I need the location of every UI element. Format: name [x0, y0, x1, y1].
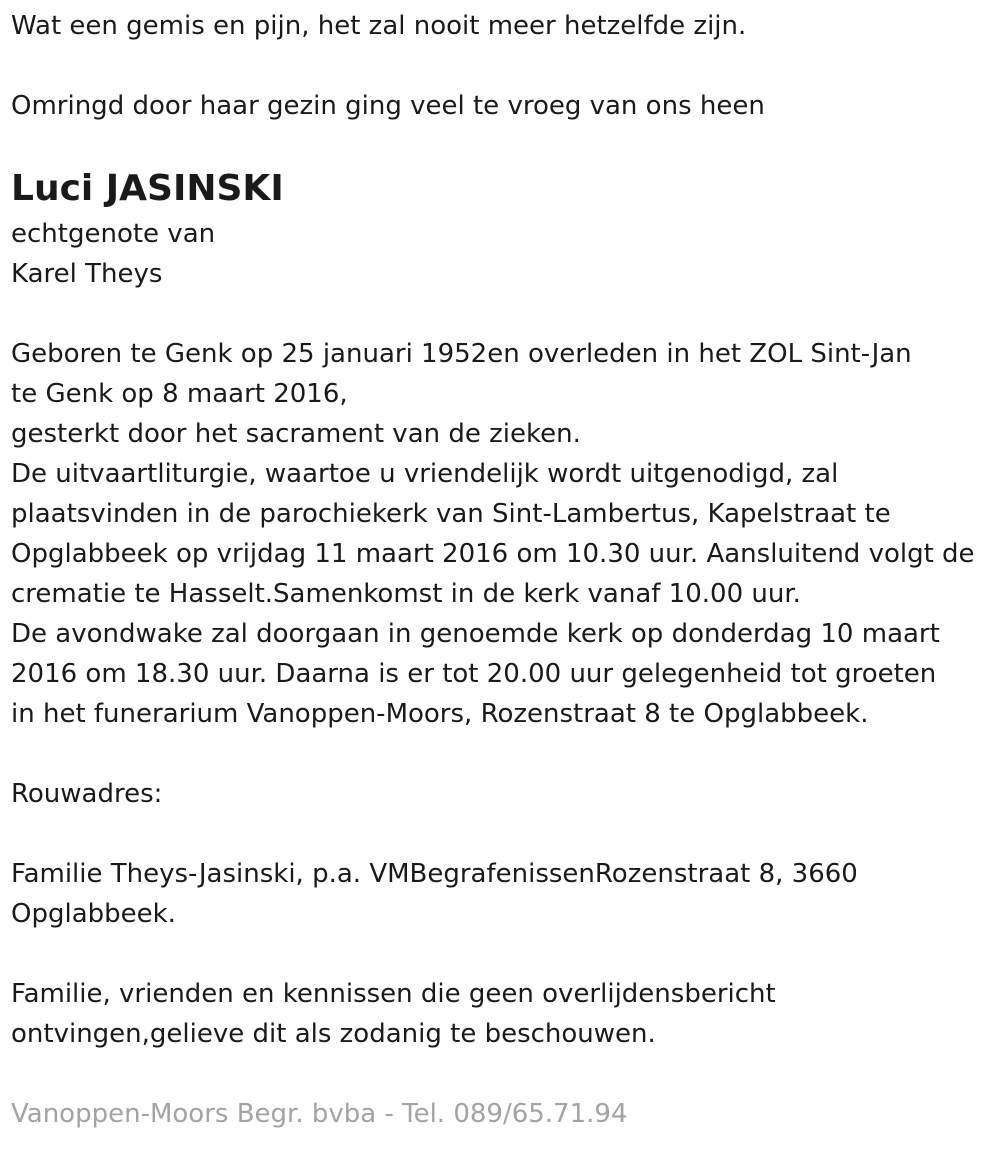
deceased-block [11, 164, 991, 294]
spacer [11, 46, 991, 86]
details-line: crematie te Hasselt.Samenkomst in de kerk vanaf 10.00 uur. [11, 579, 801, 609]
details-line: Opglabbeek op vrijdag 11 maart 2016 om 10.30 uur. Aansluitend volgt de [11, 539, 975, 569]
intro-line-2: Omringd door haar gezin ging veel te vroeg van ons heen [11, 91, 765, 121]
spacer [11, 1054, 991, 1094]
spacer [11, 934, 991, 974]
funeral-home-footer: Vanoppen-Moors Begr. bvba - Tel. 089/65.71.94 [11, 1099, 628, 1129]
details-line: Geboren te Genk op 25 januari 1952en overleden in het ZOL Sint-Jan [11, 339, 912, 369]
details-line: plaatsvinden in de parochiekerk van Sint-Lambertus, Kapelstraat te [11, 499, 891, 529]
details-line: De avondwake zal doorgaan in genoemde kerk op donderdag 10 maart [11, 619, 940, 649]
spacer [11, 814, 991, 854]
details-paragraph [11, 334, 991, 734]
address-line: Opglabbeek. [11, 899, 176, 929]
details-line: 2016 om 18.30 uur. Daarna is er tot 20.00 uur gelegenheid tot groeten [11, 659, 937, 689]
address-line: Familie Theys-Jasinski, p.a. VMBegrafenissenRozenstraat 8, 3660 [11, 859, 858, 889]
notice-block [11, 974, 991, 1054]
notice-line: ontvingen,gelieve dit als zodanig te beschouwen. [11, 1019, 656, 1049]
details-line: De uitvaartliturgie, waartoe u vriendelijk wordt uitgenodigd, zal [11, 459, 839, 489]
address-label: Rouwadres: [11, 779, 163, 809]
details-line: te Genk op 8 maart 2016, [11, 379, 348, 409]
details-line: in het funerarium Vanoppen-Moors, Rozenstraat 8 te Opglabbeek. [11, 699, 869, 729]
relation-text: echtgenote van [11, 219, 216, 249]
spacer [11, 126, 991, 166]
details-line: gesterkt door het sacrament van de zieken. [11, 419, 581, 449]
deceased-name: Luci JASINSKI [11, 168, 284, 209]
intro-line-1: Wat een gemis en pijn, het zal nooit meer hetzelfde zijn. [11, 11, 747, 41]
notice-line: Familie, vrienden en kennissen die geen overlijdensbericht [11, 979, 776, 1009]
spacer [11, 734, 991, 774]
address-block [11, 854, 991, 934]
obituary-document [11, 6, 991, 1134]
spouse-name: Karel Theys [11, 259, 163, 289]
spacer [11, 294, 991, 334]
